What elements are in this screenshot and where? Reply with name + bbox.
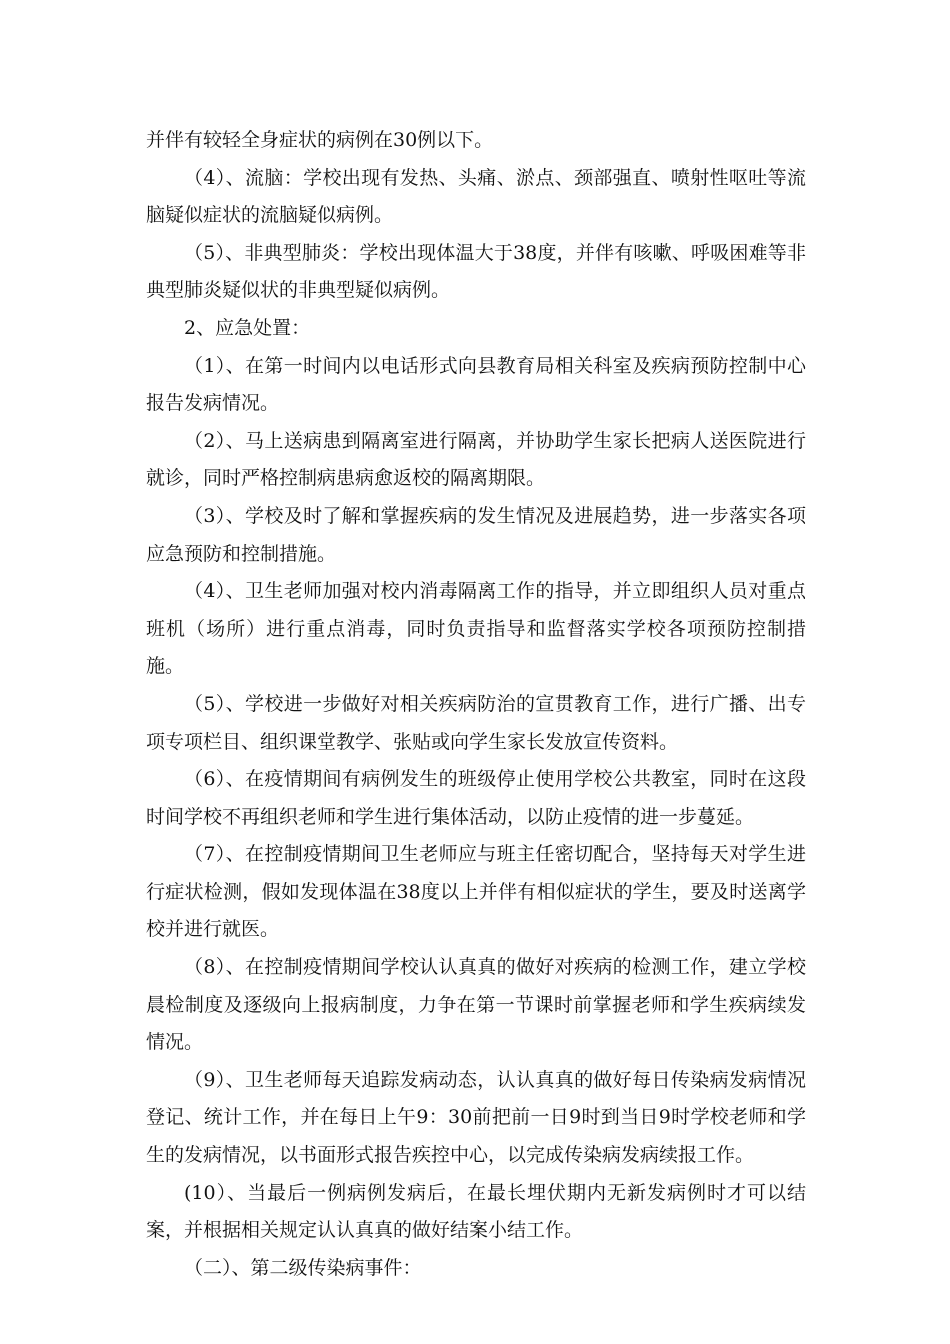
paragraph-item-5-sars: （5）、非典型肺炎：学校出现体温大于38度，并伴有咳嗽、呼吸困难等非典型肺炎疑似状的非典型疑似病例。 — [146, 241, 806, 302]
paragraph-step-8: （8）、在控制疫情期间学校认认真真的做好对疾病的检测工作，建立学校晨检制度及逐级向上报病制度，力争在第一节课时前掌握老师和学生疾病续发情况。 — [146, 956, 806, 1054]
document-body — [146, 122, 806, 1287]
paragraph-step-9: （9）、卫生老师每天追踪发病动态，认认真真的做好每日传染病发病情况登记、统计工作，并在每日上午9：30前把前一日9时到当日9时学校老师和学生的发病情况，以书面形式报告疾控中心，以完成传染病发病续报工作。 — [146, 1068, 806, 1167]
paragraph-continuation: 并伴有较轻全身症状的病例在30例以下。 — [146, 129, 494, 151]
paragraph-step-2: （2）、马上送病患到隔离室进行隔离，并协助学生家长把病人送医院进行就诊，同时严格控制病患病愈返校的隔离期限。 — [146, 429, 806, 490]
paragraph-step-7: （7）、在控制疫情期间卫生老师应与班主任密切配合，坚持每天对学生进行症状检测，假如发现体温在38度以上并伴有相似症状的学生，要及时送离学校并进行就医。 — [146, 843, 806, 941]
paragraph-item-4-meningitis: （4）、流脑：学校出现有发热、头痛、淤点、颈部强直、喷射性呕吐等流脑疑似症状的流脑疑似病例。 — [146, 166, 806, 227]
paragraph-step-3: （3）、学校及时了解和掌握疾病的发生情况及进展趋势，进一步落实各项应急预防和控制措施。 — [146, 504, 806, 565]
paragraph-step-6: （6）、在疫情期间有病例发生的班级停止使用学校公共教室，同时在这段时间学校不再组织老师和学生进行集体活动，以防止疫情的进一步蔓延。 — [146, 768, 806, 828]
paragraph-step-1: （1）、在第一时间内以电话形式向县教育局相关科室及疾病预防控制中心报告发病情况。 — [146, 354, 806, 415]
section-heading-emergency-response: 2、应急处置： — [184, 316, 311, 339]
paragraph-step-4: （4）、卫生老师加强对校内消毒隔离工作的指导，并立即组织人员对重点班机（场所）进行重点消毒，同时负责指导和监督落实学校各项预防控制措施。 — [146, 580, 806, 678]
paragraph-step-5: （5）、学校进一步做好对相关疾病防治的宣贯教育工作，进行广播、出专项专项栏目、组织课堂教学、张贴或向学生家长发放宣传资料。 — [146, 692, 806, 753]
section-heading-level-2-event: （二）、第二级传染病事件： — [184, 1256, 422, 1279]
paragraph-step-10: (10）、当最后一例病例发病后，在最长埋伏期内无新发病例时才可以结案，并根据相关规定认认真真的做好结案小结工作。 — [146, 1181, 806, 1242]
